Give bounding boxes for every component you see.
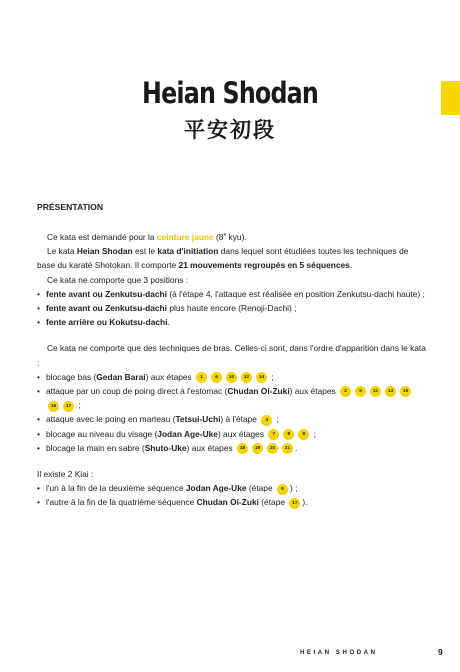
belt-highlight: ceinture jaune: [156, 232, 214, 242]
text-span: ) aux étages: [217, 428, 265, 439]
technique-name: Jodan Age-Uke: [157, 428, 218, 439]
page-subtitle-kanji: 平安初段: [184, 118, 276, 142]
step-badge: 9: [277, 484, 288, 495]
text-span: ;: [76, 400, 81, 411]
main-content: [37, 200, 427, 510]
step-badge: 13: [385, 386, 396, 397]
list-item: [37, 481, 427, 495]
paragraph-intro: [37, 244, 427, 272]
text-span: (à l'étape 4, l'attaque est réalisée en position Zenkutsu-dachi haute) ;: [167, 288, 425, 299]
list-item: [37, 412, 427, 426]
technique-name: Chudan Oi-Zuki: [196, 497, 259, 508]
text-span: est le: [132, 246, 158, 257]
text-span: ) aux étapes: [145, 371, 192, 382]
text-span: blocage bas (: [46, 371, 97, 382]
step-badge: 4: [261, 415, 272, 426]
text-span: blocage au niveau du visage (: [46, 428, 158, 439]
step-badge: 12: [241, 372, 252, 383]
list-item: [37, 301, 427, 315]
superscript: e: [223, 232, 227, 239]
text-span: attaque par un coup de poing direct à l'estomac (: [46, 386, 228, 397]
step-badge: 9: [298, 429, 309, 440]
step-badge: 19: [252, 443, 263, 454]
step-badge: 6: [211, 372, 222, 383]
position-name: fente avant ou Zenkutsu-dachi: [46, 288, 167, 299]
chapter-tab-marker: [441, 81, 460, 115]
kata-type: kata d'initiation: [157, 246, 219, 257]
step-badge: 16: [48, 401, 59, 412]
paragraph-kiai: Il existe 2 Kiai :: [37, 469, 94, 480]
kiai-list: [37, 481, 427, 509]
step-badge: 20: [267, 443, 278, 454]
text-span: Le kata: [47, 246, 77, 257]
text-span: ) aux étapes: [289, 386, 336, 397]
section-heading: PRÉSENTATION: [37, 202, 104, 212]
step-badge: 10: [226, 372, 237, 383]
step-badge: 17: [289, 498, 300, 509]
technique-name: Tetsui-Uchi: [175, 414, 221, 425]
list-item: [37, 287, 427, 301]
list-item: [37, 315, 427, 329]
list-item: [37, 370, 427, 384]
text-span: (8: [213, 232, 224, 242]
text-span: .: [167, 317, 170, 328]
text-span: kyu).: [226, 232, 247, 242]
text-span: ;: [311, 428, 317, 439]
step-badge: 18: [237, 443, 248, 454]
text-span: ).: [302, 497, 308, 508]
page-number: 9: [438, 647, 443, 657]
step-badge: 7: [268, 429, 279, 440]
text-span: .: [295, 442, 298, 453]
paragraph-positions: Ce kata ne comporte que 3 positions :: [47, 274, 189, 285]
text-span: ) aux étapes: [186, 442, 233, 453]
paragraph-belt: [37, 228, 427, 244]
list-item: [37, 441, 427, 455]
technique-name: Chudan Oi-Zuki: [227, 386, 290, 397]
text-span: (étape: [258, 497, 286, 508]
text-span: .: [349, 260, 353, 271]
text-span: ) à l'étape: [220, 414, 257, 425]
technique-name: Shuto-Uke: [144, 442, 187, 453]
text-span: l'autre à la fin de la quatrième séquence: [46, 497, 197, 508]
text-span: blocage la main en sabre (: [46, 442, 145, 453]
running-footer: HEIAN SHODAN: [300, 650, 378, 656]
text-span: Ce kata est demandé pour la: [47, 232, 157, 242]
page-title: Heian Shodan: [142, 76, 318, 110]
position-name: fente avant ou Zenkutsu-dachi: [46, 303, 167, 314]
text-span: ) ;: [289, 483, 298, 494]
step-badge: 8: [283, 429, 294, 440]
step-badge: 14: [256, 372, 267, 383]
step-badge: 11: [370, 386, 381, 397]
technique-name: Gedan Barai: [96, 371, 146, 382]
movement-count: 21 mouvements regroupés en 5 séquences: [178, 260, 350, 271]
text-span: plus haute encore (Renoji-Dachi) ;: [167, 303, 297, 314]
step-badge: 5: [355, 386, 366, 397]
techniques-list: [37, 370, 427, 455]
step-badge: 1: [196, 372, 207, 383]
step-badge: 17: [63, 401, 74, 412]
text-span: attaque avec le poing en marteau (: [46, 414, 176, 425]
list-item: [37, 384, 427, 412]
paragraph-techniques: Ce kata ne comporte que des techniques de bras. Celles-ci sont, dans l'ordre d'apparition dans le kata :: [37, 343, 426, 368]
text-span: ;: [274, 414, 279, 425]
list-item: [37, 495, 427, 509]
step-badge: 2: [340, 386, 351, 397]
step-badge: 15: [400, 386, 411, 397]
text-span: l'un à la fin de la deuxième séquence: [46, 483, 186, 494]
step-badge: 21: [282, 443, 293, 454]
technique-name: Jodan Age-Uke: [185, 483, 247, 494]
text-span: (étape: [246, 483, 273, 494]
text-span: ;: [269, 371, 274, 382]
position-name: fente arrière ou Kokutsu-dachi: [46, 317, 168, 328]
kata-name: Heian Shodan: [76, 246, 133, 257]
text-span: dans lequel sont étudiées toutes les techniques de base du karaté Shotokan. Il comporte: [37, 246, 409, 271]
positions-list: [37, 287, 427, 330]
list-item: [37, 427, 427, 441]
